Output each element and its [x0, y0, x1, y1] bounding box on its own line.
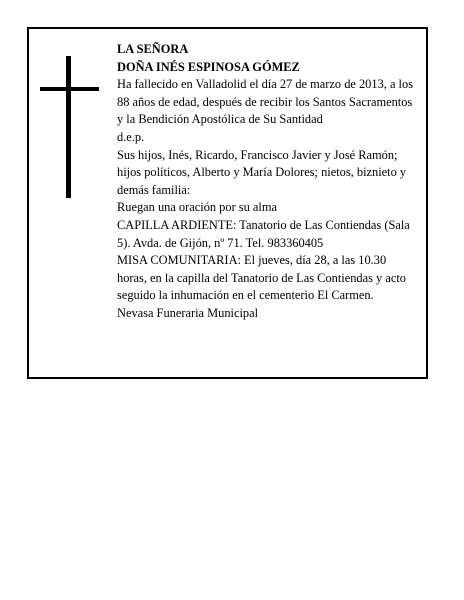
cross-vertical-bar [66, 56, 71, 198]
family-line: Sus hijos, Inés, Ricardo, Francisco Javier y José Ramón; hijos políticos, Alberto y María Dolores; nietos, biznieto y demás familia: [117, 147, 407, 197]
deceased-title: LA SEÑORA [117, 42, 189, 56]
cross-horizontal-bar [40, 87, 99, 91]
deceased-name: DOÑA INÉS ESPINOSA GÓMEZ [117, 59, 300, 74]
obituary-notice [27, 27, 428, 379]
dep-line: d.e.p. [117, 129, 145, 144]
funeral-home: Nevasa Funeraria Municipal [117, 305, 259, 320]
death-announcement: Ha fallecido en Valladolid el día 27 de marzo de 2013, a los 88 años de edad, después de recibir los Santos Sacramentos y la Bendición Apostólica de Su Santidad [117, 77, 414, 127]
prayer-line: Ruegan una oración por su alma [117, 200, 277, 215]
chapel-info: CAPILLA ARDIENTE: Tanatorio de Las Contiendas (Sala 5). Avda. de Gijón, nº 71. Tel. 983360405 [117, 217, 410, 250]
notice-text-block [117, 41, 417, 323]
mass-info: MISA COMUNITARIA: El jueves, día 28, a las 10.30 horas, en la capilla del Tanatorio de Las Contiendas y acto seguido la inhumación en el cementerio El Carmen. [117, 253, 406, 303]
